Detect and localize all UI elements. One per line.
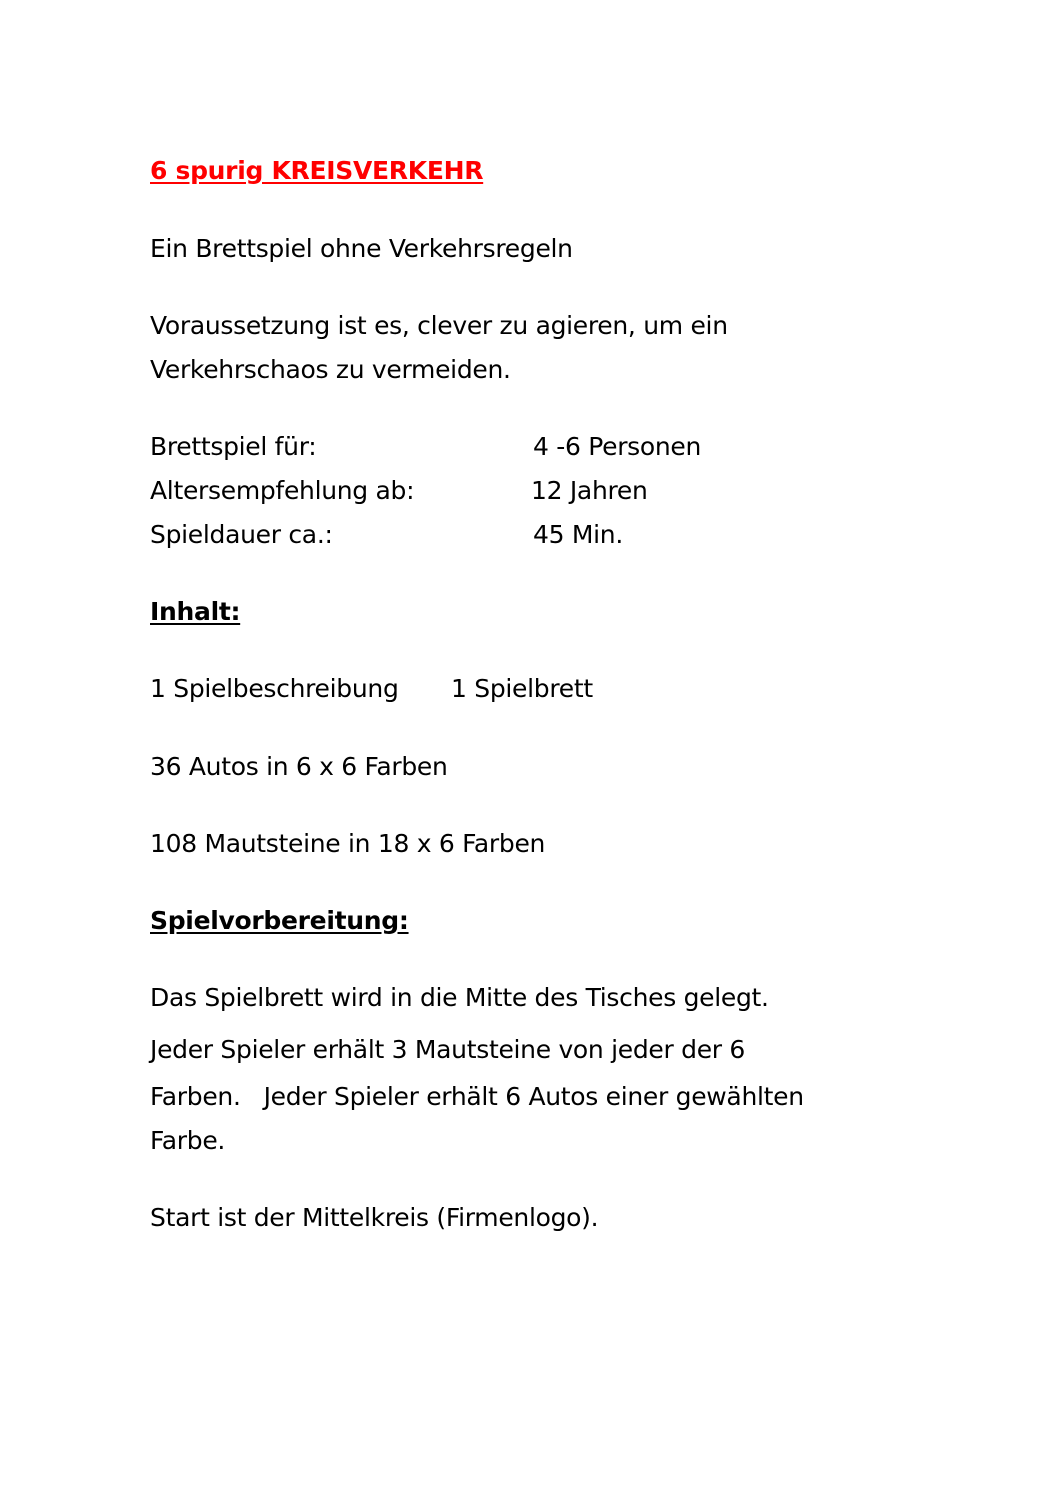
intro-line-2: Verkehrschaos zu vermeiden. (150, 355, 511, 384)
spec-label-age: Altersempfehlung ab: (150, 476, 415, 505)
preparation-line-4: Farbe. (150, 1126, 226, 1155)
contents-heading: Inhalt: (150, 597, 241, 626)
contents-item-description: 1 Spielbeschreibung (150, 674, 399, 703)
spec-value-age: 12 Jahren (531, 476, 648, 505)
preparation-line-1: Das Spielbrett wird in die Mitte des Tisches gelegt. (150, 983, 769, 1012)
intro-line-1: Voraussetzung ist es, clever zu agieren, um ein (150, 311, 728, 340)
contents-item-cars: 36 Autos in 6 x 6 Farben (150, 752, 448, 781)
spec-label-duration: Spieldauer ca.: (150, 520, 333, 549)
spec-value-players: 4 -6 Personen (533, 432, 702, 461)
preparation-line-2: Jeder Spieler erhält 3 Mautsteine von jeder der 6 (150, 1035, 746, 1064)
spec-value-duration: 45 Min. (533, 520, 623, 549)
document-subtitle: Ein Brettspiel ohne Verkehrsregeln (150, 234, 573, 263)
spec-label-players: Brettspiel für: (150, 432, 317, 461)
preparation-heading: Spielvorbereitung: (150, 906, 409, 935)
preparation-line-3: Farben. Jeder Spieler erhält 6 Autos einer gewählten (150, 1082, 804, 1111)
preparation-line-5: Start ist der Mittelkreis (Firmenlogo). (150, 1203, 599, 1232)
contents-item-board: 1 Spielbrett (451, 674, 593, 703)
contents-item-tokens: 108 Mautsteine in 18 x 6 Farben (150, 829, 546, 858)
document-title: 6 spurig KREISVERKEHR (150, 156, 484, 185)
